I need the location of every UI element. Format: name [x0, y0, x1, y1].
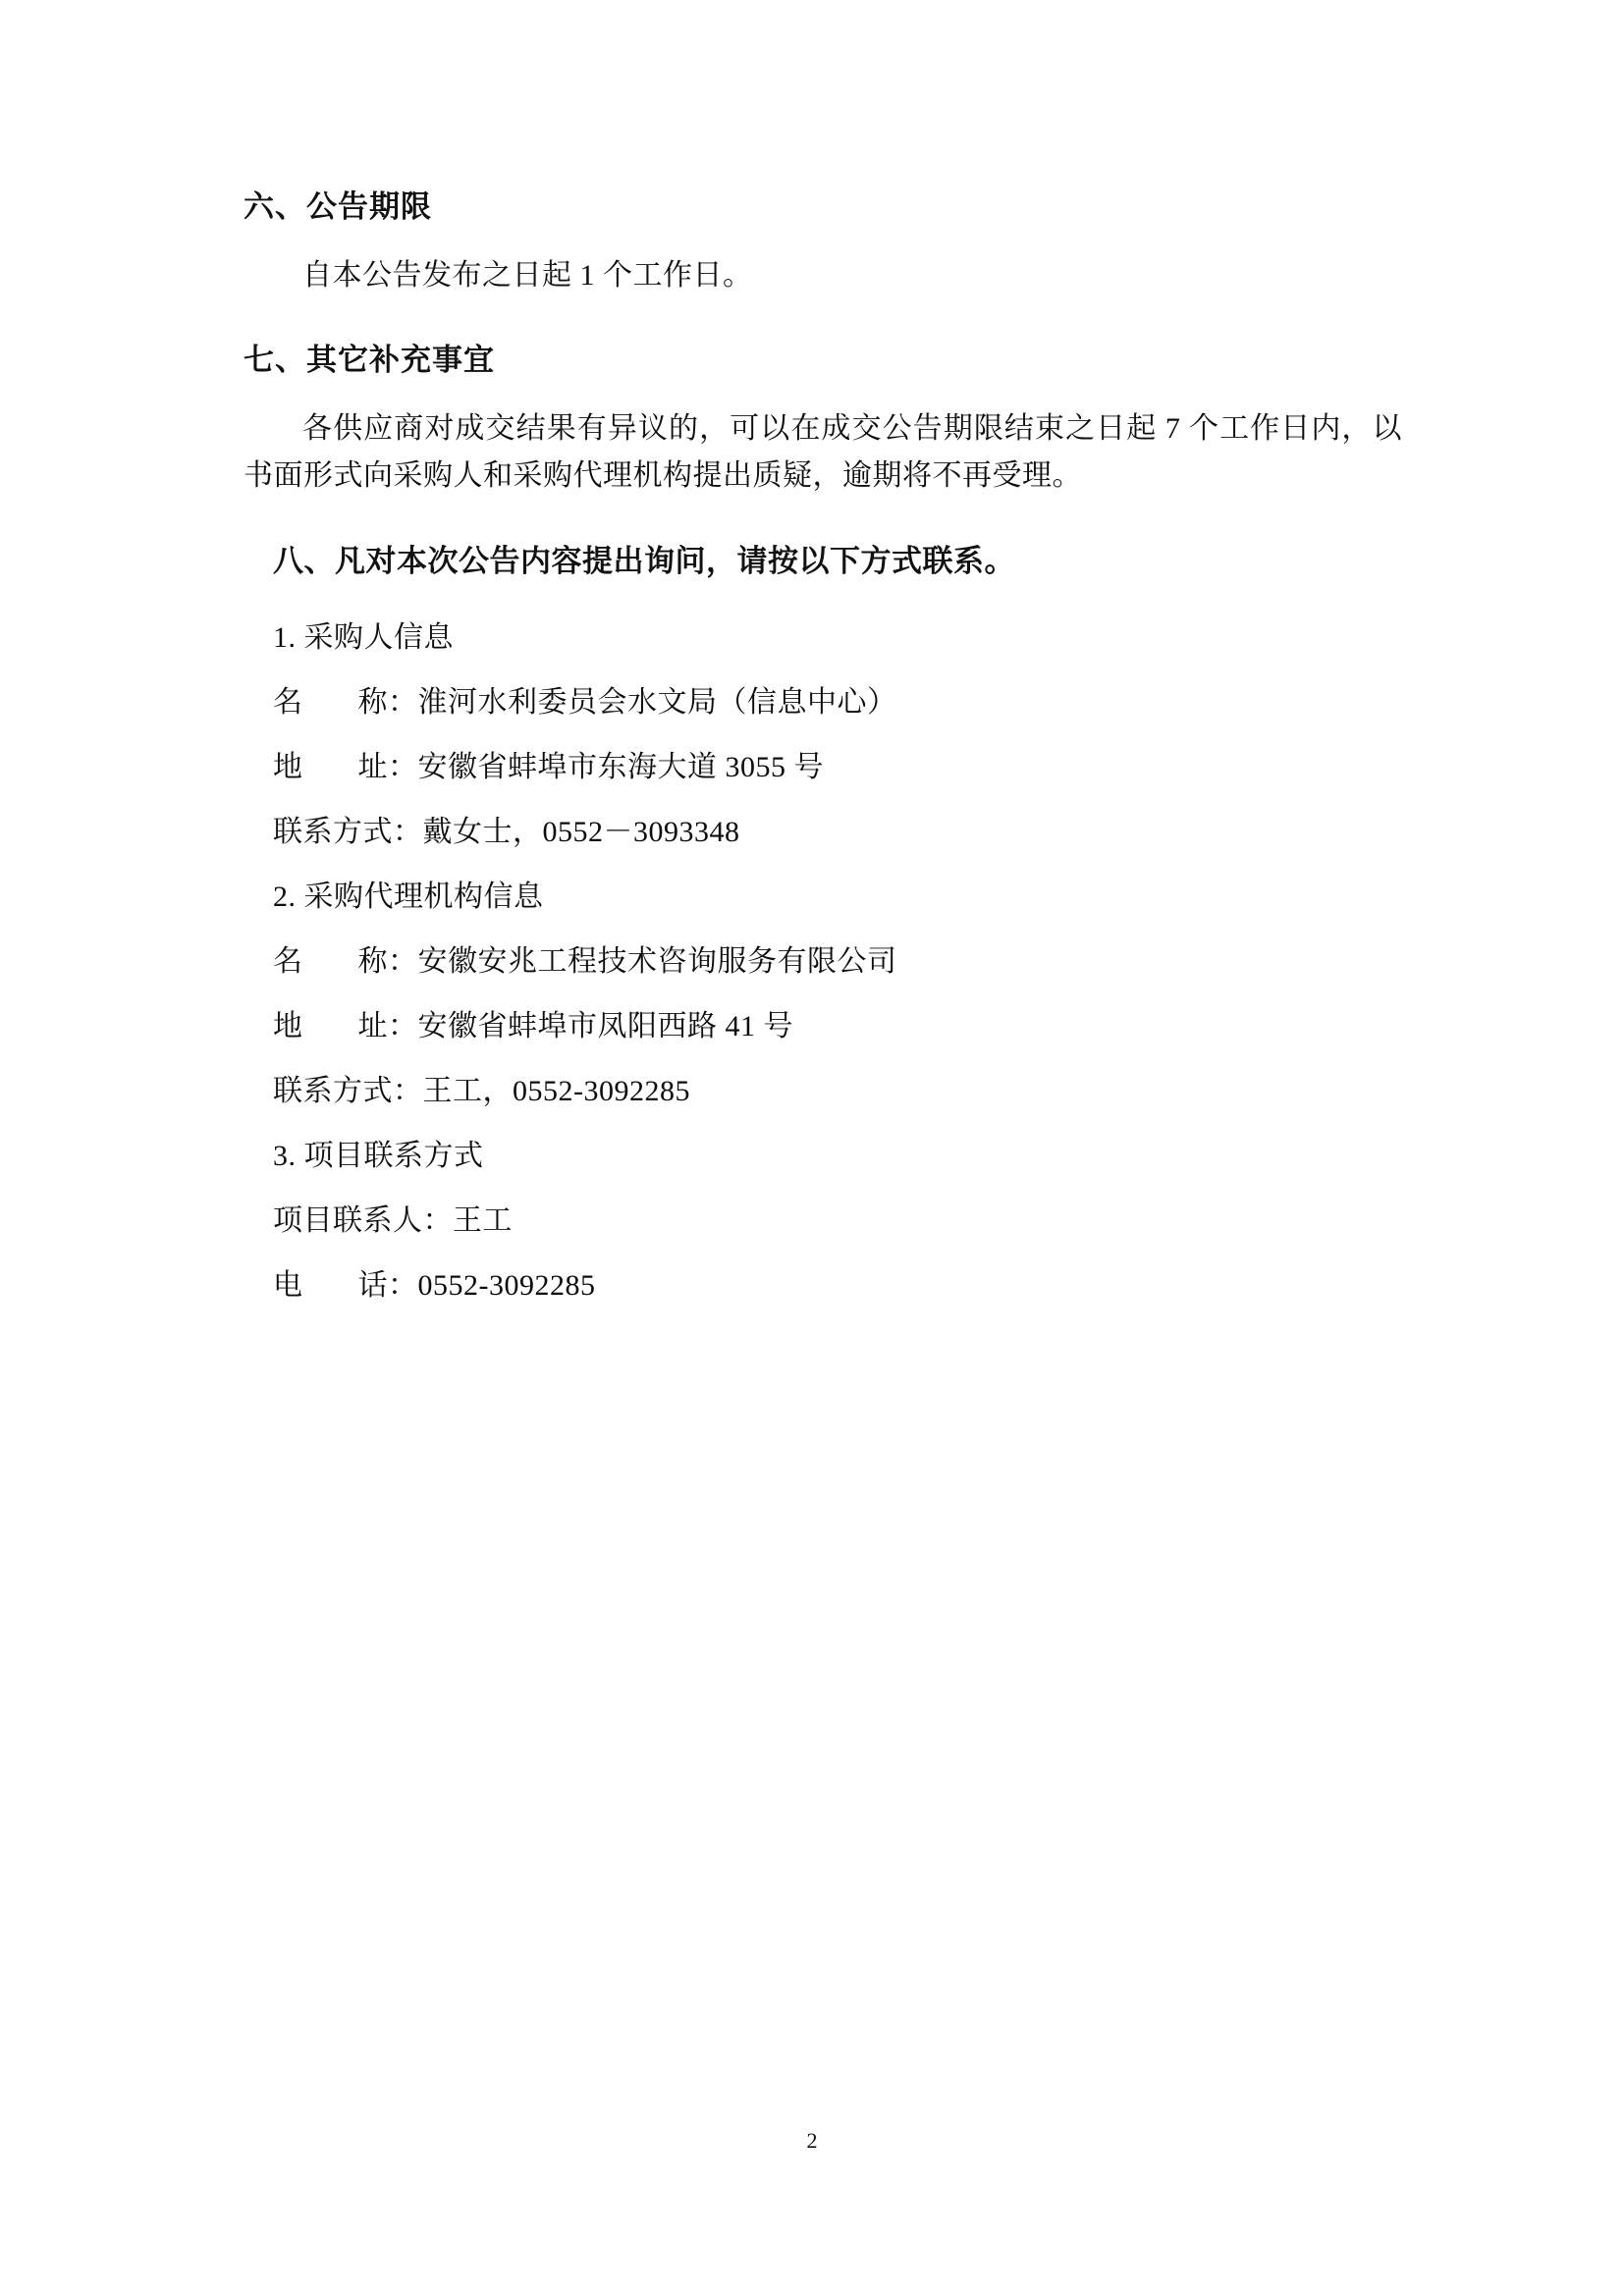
page-number: 2	[806, 2128, 818, 2153]
contact-purchaser-name: 名 称：淮河水利委员会水文局（信息中心）	[273, 685, 897, 719]
document-body	[244, 189, 1402, 1336]
section-seven-paragraph: 各供应商对成交结果有异议的，可以在成交公告期限结束之日起 7 个工作日内，以书面形式向采购人和采购代理机构提出质疑，逾期将不再受理。	[244, 411, 1402, 493]
contact-agency-phone: 联系方式：王工，0552-3092285	[273, 1074, 690, 1107]
contact-agency-address: 地 址：安徽省蚌埠市凤阳西路 41 号	[273, 1009, 793, 1042]
contact-purchaser-address: 地 址：安徽省蚌埠市东海大道 3055 号	[273, 750, 824, 783]
contact-agency-name: 名 称：安徽安兆工程技术咨询服务有限公司	[273, 944, 897, 978]
contact-project-person: 项目联系人：王工	[273, 1203, 513, 1237]
contact-project-phone: 电 话：0552-3092285	[273, 1268, 596, 1302]
contact-group-title-purchaser: 1. 采购人信息	[273, 620, 454, 654]
section-heading-seven: 七、其它补充事宜	[244, 342, 495, 378]
section-heading-eight: 八、凡对本次公告内容提出询问，请按以下方式联系。	[273, 543, 1015, 579]
contact-purchaser-phone: 联系方式：戴女士，0552－3093348	[273, 815, 740, 848]
section-six-paragraph: 自本公告发布之日起 1 个工作日。	[302, 259, 753, 292]
section-heading-six: 六、公告期限	[244, 189, 432, 225]
contact-group-title-project: 3. 项目联系方式	[273, 1139, 484, 1172]
contact-group-title-agency: 2. 采购代理机构信息	[273, 880, 544, 913]
